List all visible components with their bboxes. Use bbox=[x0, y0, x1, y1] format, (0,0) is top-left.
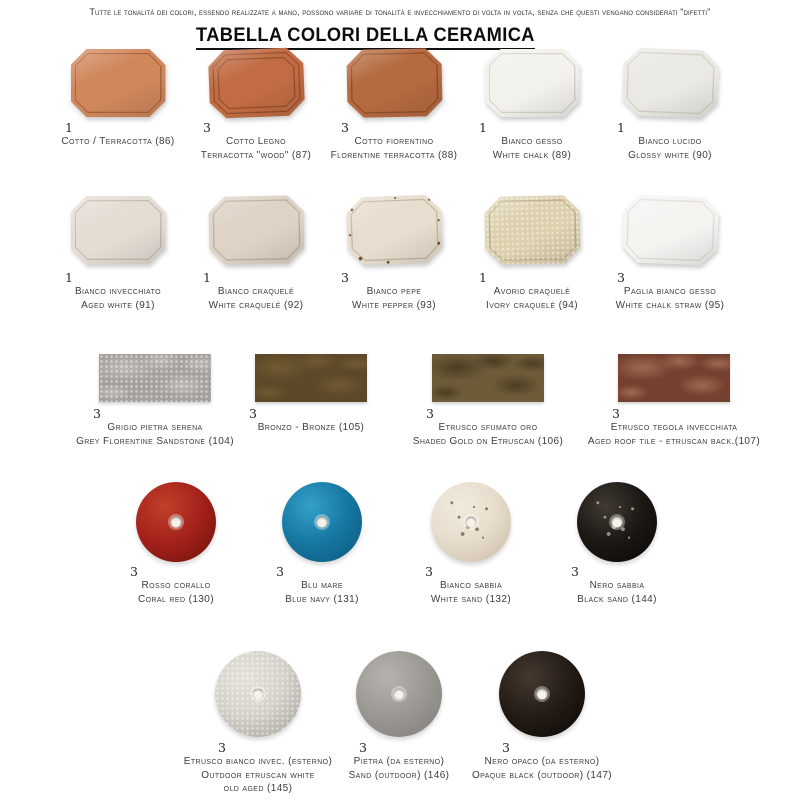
drain-hole bbox=[394, 689, 405, 700]
tile-swatch-cotto-legno-87 bbox=[207, 47, 305, 119]
rect-swatch-grigio-pietra-serena-104 bbox=[99, 354, 211, 402]
tile-swatch-bianco-invecchiato-91 bbox=[71, 196, 166, 264]
label-english: Opaque black (outdoor) (147) bbox=[471, 769, 613, 781]
label-italian: Nero opaco (da esterno) bbox=[484, 756, 600, 768]
rect-swatch-bronzo-105 bbox=[255, 354, 367, 402]
quantity-number: 3 bbox=[571, 564, 579, 579]
quantity-number: 3 bbox=[203, 120, 211, 135]
tile-swatch-bianco-craquele-92 bbox=[208, 195, 304, 265]
sample-cell-132 bbox=[391, 480, 551, 606]
rect-swatch-etrusco-sfumato-oro-106 bbox=[432, 354, 544, 402]
quantity-number: 3 bbox=[130, 564, 138, 579]
label-italian: Bianco sabbia bbox=[439, 580, 503, 592]
label-english: Blue navy (131) bbox=[285, 593, 359, 605]
rect-swatch-etrusco-tegola-107 bbox=[618, 354, 730, 402]
page-title: TABELLA COLORI DELLA CERAMICA bbox=[196, 25, 535, 50]
label-english: Coral red (130) bbox=[138, 593, 214, 605]
label-english-line2: old aged (145) bbox=[223, 782, 293, 794]
label-italian: Etrusco tegola invecchiata bbox=[610, 422, 738, 434]
tile-frame-line bbox=[488, 199, 576, 261]
label-english: Black sand (144) bbox=[577, 593, 657, 605]
tile-swatch-cotto-fiorentino-88 bbox=[346, 48, 442, 118]
label-italian: Rosso corallo bbox=[141, 580, 211, 592]
label-italian: Pietra (da esterno) bbox=[353, 756, 445, 768]
tile-swatch-paglia-bianco-gesso-95 bbox=[621, 194, 719, 266]
quantity-number: 1 bbox=[479, 120, 487, 135]
sample-cell-90 bbox=[595, 46, 745, 162]
label-english: Florentine terracotta (88) bbox=[330, 149, 458, 161]
quantity-number: 3 bbox=[249, 406, 257, 421]
basin-swatch-bianco-sabbia-132 bbox=[431, 482, 511, 562]
sample-cell-131 bbox=[242, 480, 402, 606]
drain-hole bbox=[171, 517, 182, 528]
label-english: Glossy white (90) bbox=[628, 149, 712, 161]
label-italian: Bianco lucido bbox=[638, 136, 702, 148]
label-english: White chalk straw (95) bbox=[615, 299, 725, 311]
quantity-number: 1 bbox=[617, 120, 625, 135]
quantity-number: 3 bbox=[276, 564, 284, 579]
tile-shading bbox=[485, 49, 580, 117]
tile-shading bbox=[621, 194, 719, 266]
sample-cell-94 bbox=[457, 190, 607, 312]
quantity-number: 3 bbox=[617, 270, 625, 285]
label-english: Terracotta "wood" (87) bbox=[200, 149, 312, 161]
sample-cell-130 bbox=[96, 480, 256, 606]
tile-shading bbox=[71, 49, 166, 117]
label-english: White craquelé (92) bbox=[208, 299, 304, 311]
tile-shading bbox=[207, 47, 305, 119]
tile-shading bbox=[71, 196, 166, 264]
label-italian: Etrusco sfumato oro bbox=[438, 422, 538, 434]
label-italian: Grigio pietra serena bbox=[107, 422, 203, 434]
label-italian: Nero sabbia bbox=[589, 580, 645, 592]
label-italian: Paglia bianco gesso bbox=[623, 286, 717, 298]
basin-swatch-nero-opaco-147 bbox=[499, 651, 585, 737]
sample-cell-92 bbox=[181, 190, 331, 312]
sample-cell-95 bbox=[595, 190, 745, 312]
label-english: Sand (outdoor) (146) bbox=[348, 769, 450, 781]
quantity-number: 1 bbox=[203, 270, 211, 285]
drain-hole bbox=[537, 689, 548, 700]
drain-hole bbox=[317, 517, 328, 528]
label-italian: Blu mare bbox=[301, 580, 343, 592]
label-english: Shaded Gold on Etruscan (106) bbox=[412, 435, 564, 447]
tile-swatch-cotto-terracotta-86 bbox=[71, 49, 166, 117]
label-english: White sand (132) bbox=[430, 593, 512, 605]
label-english: White pepper (93) bbox=[352, 299, 436, 311]
sample-cell-106 bbox=[398, 350, 578, 448]
label-english: Aged white (91) bbox=[81, 299, 155, 311]
quantity-number: 3 bbox=[612, 406, 620, 421]
sample-cell-87 bbox=[181, 46, 331, 162]
tile-swatch-avorio-craquele-94 bbox=[484, 195, 580, 265]
tile-shading bbox=[346, 48, 442, 118]
basin-swatch-etrusco-bianco-145 bbox=[215, 651, 301, 737]
label-english: Aged roof tile - etruscan back.(107) bbox=[587, 435, 761, 447]
quantity-number: 3 bbox=[218, 740, 226, 755]
basin-swatch-nero-sabbia-144 bbox=[577, 482, 657, 562]
tile-shading bbox=[345, 194, 443, 266]
sample-cell-93 bbox=[319, 190, 469, 312]
label-italian: Avorio craquelé bbox=[493, 286, 571, 298]
quantity-number: 3 bbox=[341, 270, 349, 285]
tile-swatch-bianco-lucido-90 bbox=[621, 47, 719, 119]
label-italian: Bianco invecchiato bbox=[74, 286, 161, 298]
label-italian: Cotto fiorentino bbox=[354, 136, 434, 148]
disclaimer-text: Tutte le tonalità dei colori, essendo realizzate a mano, possono variare di tonalità e invecchiamento di volta in volta, senza che questi vengano considerati "difetti" bbox=[89, 7, 711, 17]
quantity-number: 3 bbox=[93, 406, 101, 421]
tile-swatch-bianco-gesso-89 bbox=[485, 49, 580, 117]
sample-cell-107 bbox=[584, 350, 764, 448]
tile-shading bbox=[621, 47, 719, 119]
drain-hole bbox=[466, 517, 477, 528]
label-english: White chalk (89) bbox=[492, 149, 572, 161]
label-italian: Bianco craquelé bbox=[217, 286, 295, 298]
label-english: Outdoor etruscan white bbox=[201, 769, 315, 781]
sample-cell-89 bbox=[457, 46, 607, 162]
sample-cell-147 bbox=[442, 648, 642, 782]
sample-cell-144 bbox=[537, 480, 697, 606]
quantity-number: 3 bbox=[359, 740, 367, 755]
tile-shading bbox=[208, 195, 304, 265]
basin-swatch-rosso-corallo-130 bbox=[136, 482, 216, 562]
tile-shading bbox=[484, 195, 580, 265]
label-italian: Bianco gesso bbox=[501, 136, 563, 148]
label-italian: Cotto / Terracotta (86) bbox=[61, 136, 175, 148]
label-italian: Etrusco bianco invec. (esterno) bbox=[183, 756, 333, 768]
tile-swatch-bianco-pepe-93 bbox=[345, 194, 443, 266]
quantity-number: 3 bbox=[502, 740, 510, 755]
drain-hole bbox=[253, 689, 264, 700]
sample-cell-91 bbox=[43, 190, 193, 312]
sample-cell-88 bbox=[319, 46, 469, 162]
sample-cell-86 bbox=[43, 46, 193, 149]
quantity-number: 1 bbox=[479, 270, 487, 285]
label-italian: Bianco pepe bbox=[366, 286, 422, 298]
sample-cell-104 bbox=[65, 350, 245, 448]
quantity-number: 3 bbox=[425, 564, 433, 579]
quantity-number: 3 bbox=[426, 406, 434, 421]
sample-cell-105 bbox=[221, 350, 401, 435]
quantity-number: 1 bbox=[65, 120, 73, 135]
basin-swatch-blu-mare-131 bbox=[282, 482, 362, 562]
quantity-number: 1 bbox=[65, 270, 73, 285]
label-english: Grey Florentine Sandstone (104) bbox=[76, 435, 234, 447]
drain-hole bbox=[612, 517, 623, 528]
label-english: Ivory craquelé (94) bbox=[486, 299, 578, 311]
label-italian: Bronzo - Bronze (105) bbox=[257, 422, 365, 434]
basin-swatch-pietra-146 bbox=[356, 651, 442, 737]
label-italian: Cotto Legno bbox=[226, 136, 286, 148]
quantity-number: 3 bbox=[341, 120, 349, 135]
